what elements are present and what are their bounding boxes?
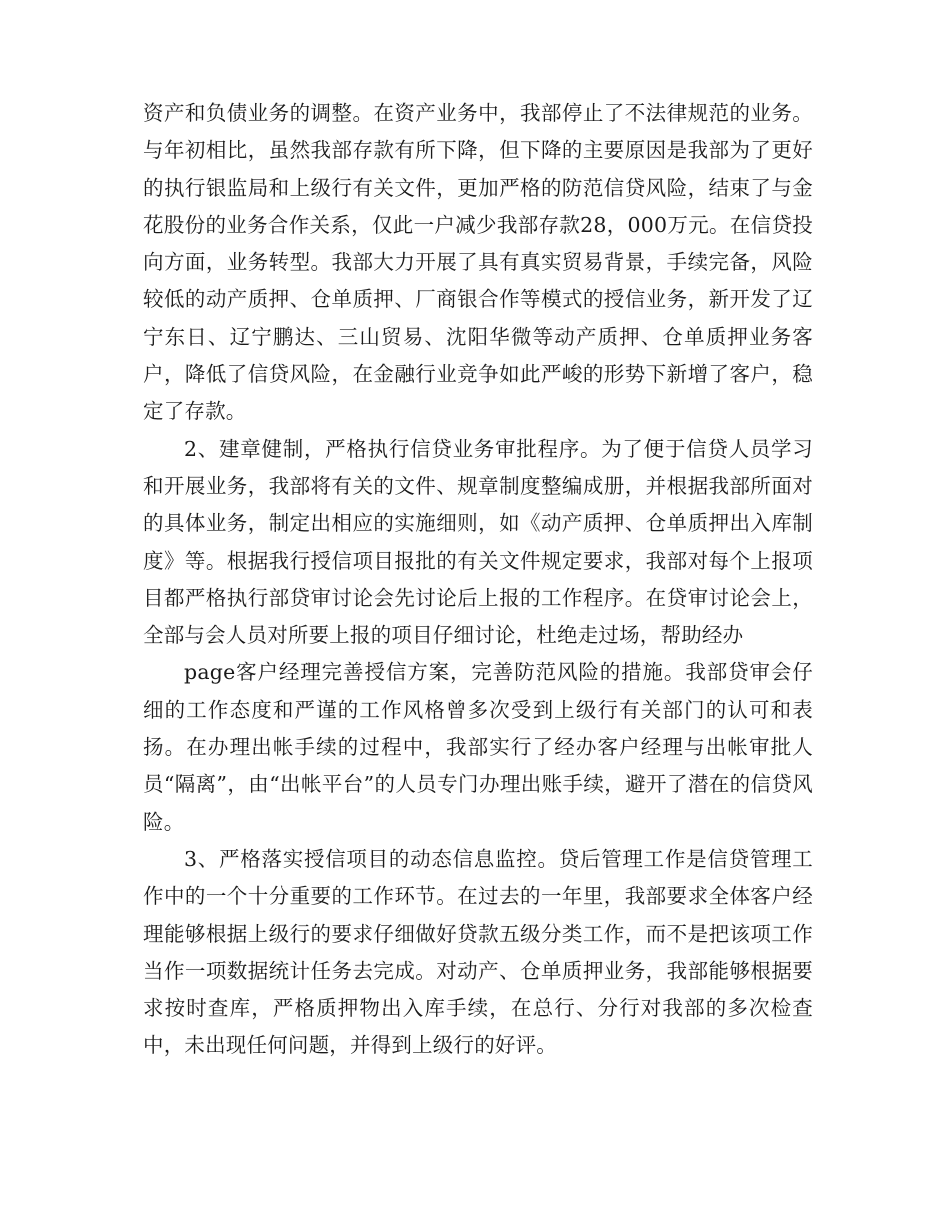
document-body bbox=[143, 95, 813, 1065]
paragraph-3: page客户经理完善授信方案，完善防范风险的措施。我部贷审会仔细的工作态度和严谨的工作风格曾多次受到上级行有关部门的认可和表扬。在办理出帐手续的过程中，我部实行了经办客户经理与出帐审批人员“隔离”，由“出帐平台”的人员专门办理出账手续，避开了潜在的信贷风险。 bbox=[143, 660, 813, 834]
paragraph-1: 资产和负债业务的调整。在资产业务中，我部停止了不法律规范的业务。与年初相比，虽然我部存款有所下降，但下降的主要原因是我部为了更好的执行银监局和上级行有关文件，更加严格的防范信贷风险，结束了与金花股份的业务合作关系，仅此一户减少我部存款28，000万元。在信贷投向方面，业务转型。我部大力开展了具有真实贸易背景，手续完备，风险较低的动产质押、仓单质押、厂商银合作等模式的授信业务，新开发了辽宁东日、辽宁鹏达、三山贸易、沈阳华微等动产质押、仓单质押业务客户，降低了信贷风险，在金融行业竞争如此严峻的形势下新增了客户，稳定了存款。 bbox=[143, 101, 813, 424]
paragraph-2: 2、建章健制，严格执行信贷业务审批程序。为了便于信贷人员学习和开展业务，我部将有关的文件、规章制度整编成册，并根据我部所面对的具体业务，制定出相应的实施细则，如《动产质押、仓单质押出入库制度》等。根据我行授信项目报批的有关文件规定要求，我部对每个上报项目都严格执行部贷审讨论会先讨论后上报的工作程序。在贷审讨论会上，全部与会人员对所要上报的项目仔细讨论，杜绝走过场，帮助经办 bbox=[143, 436, 813, 648]
paragraph-4: 3、严格落实授信项目的动态信息监控。贷后管理工作是信贷管理工作中的一个十分重要的工作环节。在过去的一年里，我部要求全体客户经理能够根据上级行的要求仔细做好贷款五级分类工作，而不是把该项工作当作一项数据统计任务去完成。对动产、仓单质押业务，我部能够根据要求按时查库，严格质押物出入库手续，在总行、分行对我部的多次检查中，未出现任何问题，并得到上级行的好评。 bbox=[143, 846, 813, 1058]
